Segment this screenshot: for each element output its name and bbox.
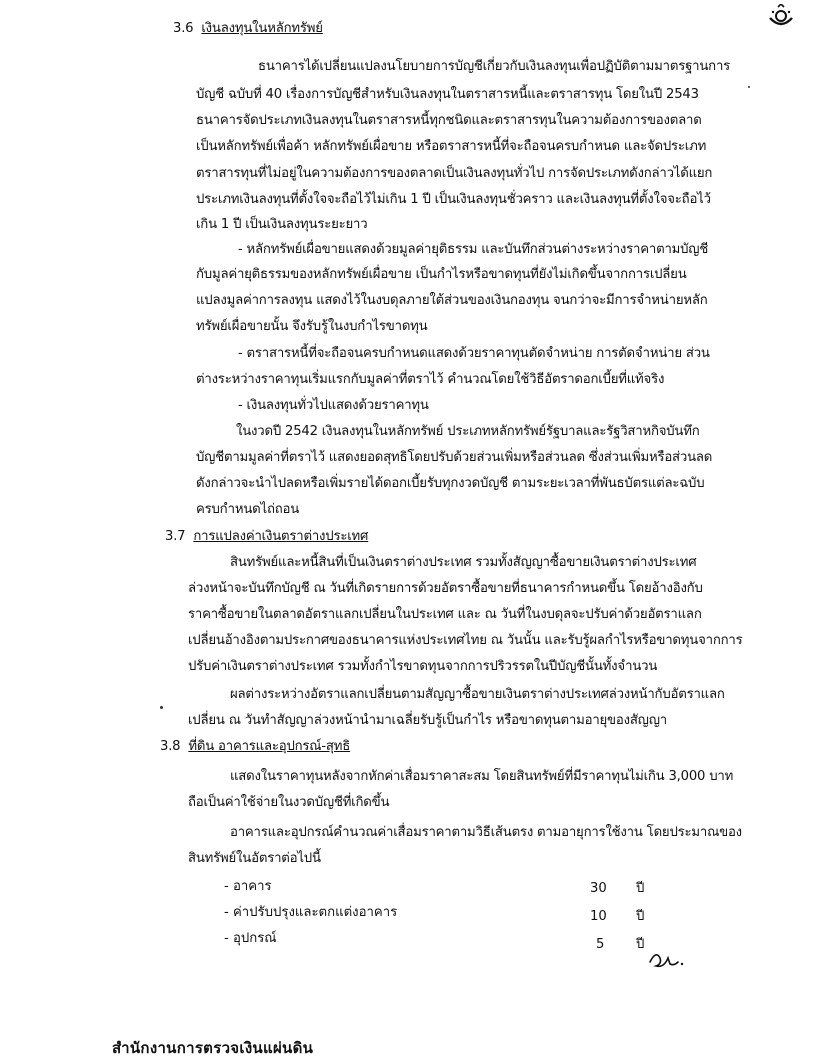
paragraph-line: เปลี่ยนอ้างอิงตามประกาศของธนาคารแห่งประเทศไทย ณ วันนั้น และรับรู้ผลกำไรหรือขาดทุนจากการ — [188, 633, 743, 648]
section-number: 3.8 — [160, 739, 181, 754]
scan-speck — [748, 86, 750, 88]
bullet-line: - ตราสารหนี้ที่จะถือจนครบกำหนดแสดงด้วยราคาทุนตัดจำหน่าย การตัดจำหน่าย ส่วน — [238, 346, 710, 361]
seal-mark-icon — [764, 4, 798, 30]
paragraph-line: ตราสารทุนที่ไม่อยู่ในความต้องการของตลาดเป็นเงินลงทุนทั่วไป การจัดประเภทดังกล่าวได้แยก — [196, 166, 713, 181]
section-heading-3-8 — [160, 740, 350, 753]
section-title: ที่ดิน อาคารและอุปกรณ์-สุทธิ — [188, 739, 351, 754]
paragraph-line: สินทรัพย์ในอัตราต่อไปนี้ — [188, 851, 321, 866]
paragraph-line: ต่างระหว่างราคาทุนเริ่มแรกกับมูลค่าที่ตราไว้ คำนวณโดยใช้วิธีอัตราดอกเบี้ยที่แท้จริง — [196, 372, 665, 387]
paragraph-line: ดังกล่าวจะนำไปลดหรือเพิ่มรายได้ดอกเบี้ยรับทุกงวดบัญชี ตามระยะเวลาที่พันธบัตรแต่ละฉบับ — [196, 476, 705, 491]
paragraph-line: เปลี่ยน ณ วันทำสัญญาล่วงหน้านำมาเฉลี่ยรับรู้เป็นกำไร หรือขาดทุนตามอายุของสัญญา — [188, 713, 667, 728]
paragraph-line: แสดงในราคาทุนหลังจากหักค่าเสื่อมราคาสะสม โดยสินทรัพย์ที่มีราคาทุนไม่เกิน 3,000 บาท — [230, 769, 734, 784]
section-title: การแปลงค่าเงินตราต่างประเทศ — [193, 529, 369, 544]
paragraph-line: สินทรัพย์และหนี้สินที่เป็นเงินตราต่างประเทศ รวมทั้งสัญญาซื้อขายเงินตราต่างประเทศ — [230, 555, 697, 570]
handwritten-initials-icon — [646, 948, 686, 972]
rate-value: 30 — [590, 881, 607, 896]
rate-value: 10 — [590, 909, 607, 924]
paragraph-line: ครบกำหนดไถ่ถอน — [196, 502, 300, 517]
paragraph-line: ปรับค่าเงินตราต่างประเทศ รวมทั้งกำไรขาดทุนจากการปริวรรตในปีบัญชีนั้นทั้งจำนวน — [188, 659, 658, 674]
section-heading-3-7 — [165, 530, 368, 543]
paragraph-line: ทรัพย์เผื่อขายนั้น จึงรับรู้ในงบกำไรขาดทุน — [196, 319, 428, 334]
paragraph-line: เป็นหลักทรัพย์เพื่อค้า หลักทรัพย์เผื่อขาย หรือตราสารหนี้ที่จะถือจนครบกำหนด และจัดประเภท — [196, 139, 707, 154]
paragraph-line: ธนาคารจัดประเภทเงินลงทุนในตราสารหนี้ทุกชนิดและตราสารทุนในความต้องการของตลาด — [196, 113, 702, 128]
paragraph-line: เกิน 1 ปี เป็นเงินลงทุนระยะยาว — [196, 217, 368, 232]
paragraph-line: แปลงมูลค่าการลงทุน แสดงไว้ในงบดุลภายใต้ส่วนของเงินกองทุน จนกว่าจะมีการจำหน่ายหลัก — [196, 293, 708, 308]
paragraph-line: ราคาซื้อขายในตลาดอัตราแลกเปลี่ยนในประเทศ และ ณ วันที่ในงบดุลจะปรับค่าด้วยอัตราแลก — [188, 607, 702, 622]
rate-label: - ค่าปรับปรุงและตกแต่งอาคาร — [224, 905, 398, 920]
rate-value: 5 — [596, 937, 605, 952]
section-number: 3.7 — [165, 529, 186, 544]
paragraph-line: บัญชี ฉบับที่ 40 เรื่องการบัญชีสำหรับเงินลงทุนในตราสารหนี้และตราสารทุน โดยในปี 2543 — [196, 87, 699, 102]
section-number: 3.6 — [173, 21, 194, 36]
section-title: เงินลงทุนในหลักทรัพย์ — [201, 21, 323, 36]
rate-unit: ปี — [636, 937, 645, 952]
paragraph-line: ผลต่างระหว่างอัตราแลกเปลี่ยนตามสัญญาซื้อขายเงินตราต่างประเทศล่วงหน้ากับอัตราแลก — [230, 687, 725, 702]
paragraph-line: ประเภทเงินลงทุนที่ตั้งใจจะถือไว้ไม่เกิน 1 ปี เป็นเงินลงทุนชั่วคราว และเงินลงทุนที่ตั้งใจจะถือไว้ — [196, 192, 711, 207]
section-heading-3-6 — [173, 22, 323, 35]
bullet-line: - เงินลงทุนทั่วไปแสดงด้วยราคาทุน — [238, 398, 429, 413]
bullet-line: - หลักทรัพย์เผื่อขายแสดงด้วยมูลค่ายุติธรรม และบันทึกส่วนต่างระหว่างราคาตามบัญชี — [238, 242, 709, 257]
paragraph-line: บัญชีตามมูลค่าที่ตราไว้ แสดงยอดสุทธิโดยปรับด้วยส่วนเพิ่มหรือส่วนลด ซึ่งส่วนเพิ่มหรือส่วนลด — [196, 450, 713, 465]
paragraph-line: ธนาคารได้เปลี่ยนแปลงนโยบายการบัญชีเกี่ยวกับเงินลงทุนเพื่อปฏิบัติตามมาตรฐานการ — [258, 59, 731, 74]
paragraph-line: ล่วงหน้าจะบันทึกบัญชี ณ วันที่เกิดรายการด้วยอัตราซื้อขายที่ธนาคารกำหนดขึ้น โดยอ้างอิงกับ — [188, 581, 703, 596]
rate-unit: ปี — [636, 881, 645, 896]
paragraph-line: ในงวดปี 2542 เงินลงทุนในหลักทรัพย์ ประเภทหลักทรัพย์รัฐบาลและรัฐวิสาหกิจบันทึก — [236, 424, 700, 439]
rate-unit: ปี — [636, 909, 645, 924]
rate-label: - อาคาร — [224, 879, 272, 894]
rate-label: - อุปกรณ์ — [224, 931, 277, 946]
paragraph-line: กับมูลค่ายุติธรรมของหลักทรัพย์เผื่อขาย เป็นกำไรหรือขาดทุนที่ยังไม่เกิดขึ้นจากการเปลี่ยน — [196, 267, 687, 282]
scan-speck — [160, 706, 163, 709]
footer-agency-name: สำนักงานการตรวจเงินแผ่นดิน — [112, 1039, 314, 1057]
paragraph-line: ถือเป็นค่าใช้จ่ายในงวดบัญชีที่เกิดขึ้น — [188, 795, 390, 810]
paragraph-line: อาคารและอุปกรณ์คำนวณค่าเสื่อมราคาตามวิธีเส้นตรง ตามอายุการใช้งาน โดยประมาณของ — [230, 825, 742, 840]
